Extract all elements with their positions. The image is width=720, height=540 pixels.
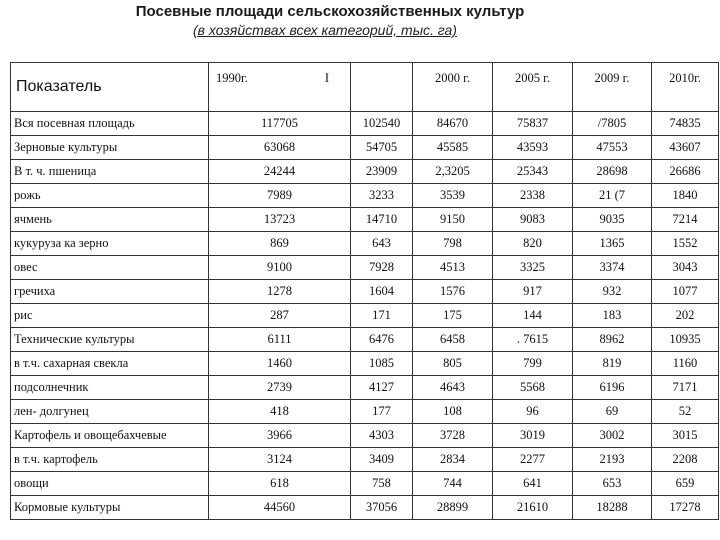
row-label: овощи <box>11 472 209 496</box>
table-row <box>11 328 719 352</box>
table-row <box>11 448 719 472</box>
row-label: гречиха <box>11 280 209 304</box>
table-cell: 47553 <box>573 136 652 160</box>
table-cell: 69 <box>573 400 652 424</box>
table-cell: 1085 <box>351 352 413 376</box>
table-cell: 28698 <box>573 160 652 184</box>
table-cell: 2338 <box>493 184 573 208</box>
table-cell: 3019 <box>493 424 573 448</box>
table-row <box>11 280 719 304</box>
table-row <box>11 376 719 400</box>
table-cell: 28899 <box>413 496 493 520</box>
table-cell: 52 <box>652 400 719 424</box>
table-cell: 21 (7 <box>573 184 652 208</box>
table-cell: 37056 <box>351 496 413 520</box>
document-title: Посевные площади сельскохозяйственных культур <box>135 3 525 20</box>
table-cell: 2739 <box>209 376 351 400</box>
row-label: в т.ч. картофель <box>11 448 209 472</box>
table-row <box>11 496 719 520</box>
table-cell: 6458 <box>413 328 493 352</box>
table-body <box>11 112 719 520</box>
table-row <box>11 424 719 448</box>
table-cell: 1840 <box>652 184 719 208</box>
row-label: рис <box>11 304 209 328</box>
row-label: Вся посевная площадь <box>11 112 209 136</box>
table-cell: 43607 <box>652 136 719 160</box>
table-cell: 758 <box>351 472 413 496</box>
table-cell: 1160 <box>652 352 719 376</box>
table-row <box>11 232 719 256</box>
table-cell: 23909 <box>351 160 413 184</box>
row-label: ячмень <box>11 208 209 232</box>
table-cell: 1365 <box>573 232 652 256</box>
table-cell: 3325 <box>493 256 573 280</box>
table-cell: 84670 <box>413 112 493 136</box>
header-marker: I <box>324 71 329 85</box>
header-year: 2000 г. <box>413 63 493 112</box>
table-cell: 4643 <box>413 376 493 400</box>
table-cell: 3374 <box>573 256 652 280</box>
table-cell: 43593 <box>493 136 573 160</box>
table-row <box>11 256 719 280</box>
table-cell: 653 <box>573 472 652 496</box>
table-row <box>11 352 719 376</box>
table-header-row <box>11 63 719 112</box>
row-label: кукуруза ка зерно <box>11 232 209 256</box>
table-cell: 1576 <box>413 280 493 304</box>
header-indicator: Показатель <box>11 63 209 112</box>
row-label: овес <box>11 256 209 280</box>
table-cell: 75837 <box>493 112 573 136</box>
table-row <box>11 400 719 424</box>
crop-area-table <box>10 62 719 520</box>
table-cell: 144 <box>493 304 573 328</box>
header-year-1990-1995 <box>209 63 351 112</box>
table-cell: 183 <box>573 304 652 328</box>
table-cell: 2834 <box>413 448 493 472</box>
table-row <box>11 472 719 496</box>
table-cell: 3002 <box>573 424 652 448</box>
row-label: Зерновые культуры <box>11 136 209 160</box>
table-cell: 177 <box>351 400 413 424</box>
table-cell: 869 <box>209 232 351 256</box>
table-cell: 9150 <box>413 208 493 232</box>
row-label: Картофель и овощебахчевые <box>11 424 209 448</box>
table-cell: 3539 <box>413 184 493 208</box>
table-cell: 44560 <box>209 496 351 520</box>
table-cell: 25343 <box>493 160 573 184</box>
table-cell: 45585 <box>413 136 493 160</box>
row-label: рожь <box>11 184 209 208</box>
row-label: лен- долгунец <box>11 400 209 424</box>
table-cell: 18288 <box>573 496 652 520</box>
table-row <box>11 184 719 208</box>
table-cell: 1278 <box>209 280 351 304</box>
table-cell: 3966 <box>209 424 351 448</box>
table-cell: 202 <box>652 304 719 328</box>
table-cell: 7989 <box>209 184 351 208</box>
table-cell: /7805 <box>573 112 652 136</box>
table-cell: 917 <box>493 280 573 304</box>
table-row <box>11 208 719 232</box>
table-cell: 63068 <box>209 136 351 160</box>
header-year: 2010г. <box>652 63 719 112</box>
row-label: В т. ч. пшеница <box>11 160 209 184</box>
table-row <box>11 160 719 184</box>
table-cell: 4127 <box>351 376 413 400</box>
table-cell: 6111 <box>209 328 351 352</box>
table-cell: 744 <box>413 472 493 496</box>
table-cell: 14710 <box>351 208 413 232</box>
table-cell: 820 <box>493 232 573 256</box>
header-year <box>351 63 413 112</box>
table-cell: 7214 <box>652 208 719 232</box>
table-cell: 418 <box>209 400 351 424</box>
table-cell: 641 <box>493 472 573 496</box>
header-year: 2009 г. <box>573 63 652 112</box>
table-cell: 26686 <box>652 160 719 184</box>
table-cell: 3233 <box>351 184 413 208</box>
table-cell: 643 <box>351 232 413 256</box>
table-cell: 3409 <box>351 448 413 472</box>
table-cell: 96 <box>493 400 573 424</box>
table-cell: 117705 <box>209 112 351 136</box>
table-cell: 9100 <box>209 256 351 280</box>
table-cell: 5568 <box>493 376 573 400</box>
table-cell: 21610 <box>493 496 573 520</box>
table-cell: 8962 <box>573 328 652 352</box>
table-cell: 17278 <box>652 496 719 520</box>
table-cell: 175 <box>413 304 493 328</box>
table-cell: 102540 <box>351 112 413 136</box>
table-cell: 3124 <box>209 448 351 472</box>
table-cell: 108 <box>413 400 493 424</box>
table-cell: 4303 <box>351 424 413 448</box>
row-label: Технические культуры <box>11 328 209 352</box>
table-cell: 13723 <box>209 208 351 232</box>
header-year: 1990г. <box>216 71 248 85</box>
table-cell: 74835 <box>652 112 719 136</box>
table-cell: 3043 <box>652 256 719 280</box>
table-cell: 171 <box>351 304 413 328</box>
table-cell: 54705 <box>351 136 413 160</box>
table-row <box>11 136 719 160</box>
header-year: 2005 г. <box>493 63 573 112</box>
table-cell: 3728 <box>413 424 493 448</box>
row-label: Кормовые культуры <box>11 496 209 520</box>
row-label: в т.ч. сахарная свекла <box>11 352 209 376</box>
table-cell: 659 <box>652 472 719 496</box>
table-row <box>11 304 719 328</box>
table-cell: 798 <box>413 232 493 256</box>
table-cell: 618 <box>209 472 351 496</box>
table-cell: 2193 <box>573 448 652 472</box>
table-cell: 2208 <box>652 448 719 472</box>
table-cell: 1460 <box>209 352 351 376</box>
table-cell: . 7615 <box>493 328 573 352</box>
table-cell: 1604 <box>351 280 413 304</box>
table-row <box>11 112 719 136</box>
table-cell: 24244 <box>209 160 351 184</box>
table-cell: 7171 <box>652 376 719 400</box>
table-cell: 2,3205 <box>413 160 493 184</box>
table-cell: 6196 <box>573 376 652 400</box>
table-cell: 7928 <box>351 256 413 280</box>
document-subtitle: (в хозяйствах всех категорий, тыс. га) <box>193 22 457 38</box>
table-cell: 819 <box>573 352 652 376</box>
table-cell: 799 <box>493 352 573 376</box>
table-cell: 1552 <box>652 232 719 256</box>
table-cell: 805 <box>413 352 493 376</box>
table-cell: 2277 <box>493 448 573 472</box>
table-cell: 3015 <box>652 424 719 448</box>
table-cell: 4513 <box>413 256 493 280</box>
table-cell: 6476 <box>351 328 413 352</box>
table-cell: 10935 <box>652 328 719 352</box>
table-cell: 9035 <box>573 208 652 232</box>
row-label: подсолнечник <box>11 376 209 400</box>
table-cell: 287 <box>209 304 351 328</box>
table-cell: 9083 <box>493 208 573 232</box>
table-cell: 1077 <box>652 280 719 304</box>
table-cell: 932 <box>573 280 652 304</box>
